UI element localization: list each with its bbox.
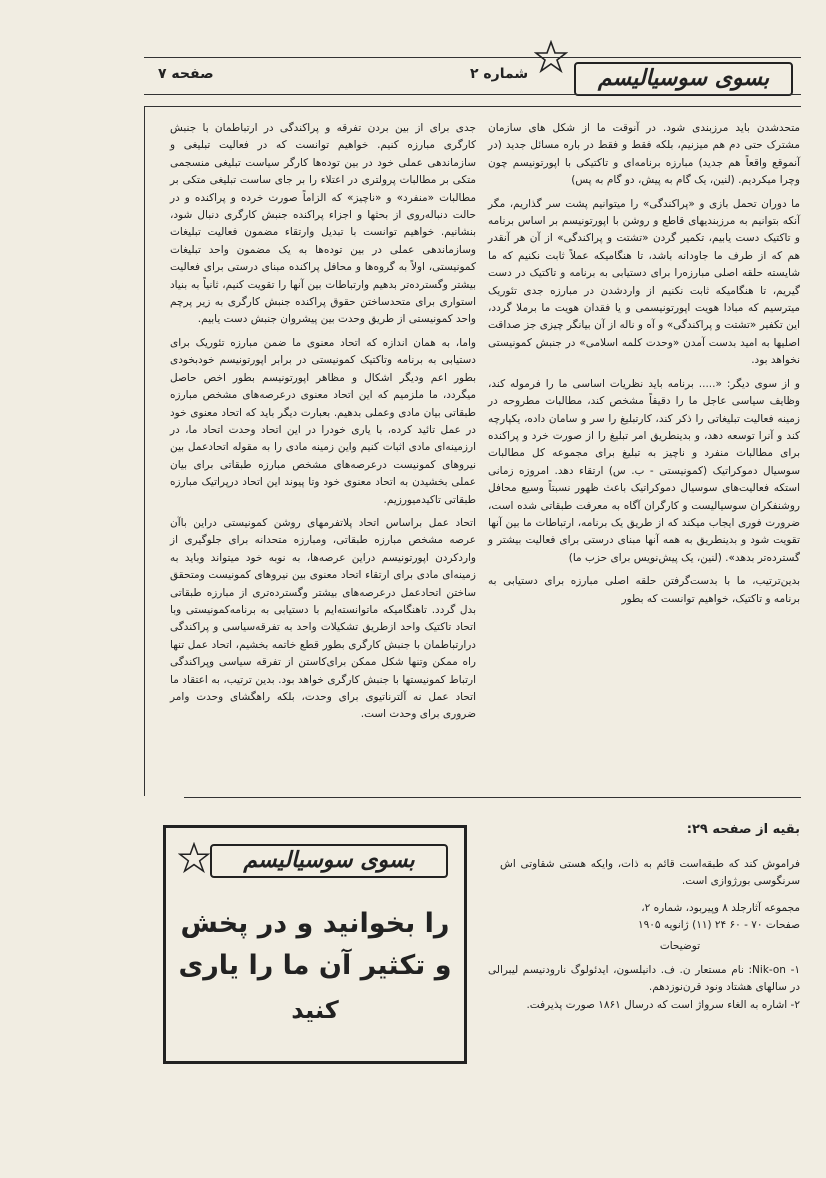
article-right-column	[488, 120, 800, 614]
frame-left-rule	[144, 106, 145, 796]
article-left-column	[170, 120, 476, 730]
continuation-heading: بقیه از صفحه ۲۹:	[686, 822, 800, 837]
issue-number: شماره ۲	[470, 66, 529, 82]
paragraph: متحدشدن باید مرزبندی شود. در آنوقت ما از شکل های سازمان مشترک حتی دم هم میزنیم، بلکه فقط و فقط در باره مسائل جدید (در آنموقع واقعاً هم جدید) مبارزه برنامه‌ای و تاکتیکی با اپورتونیسم چون وچرا میکردیم. (لنین، یک گام به پیش، دو گام به پس)	[488, 122, 800, 187]
note: ۱- Nik-on: نام مستعار ن. ف. دانیلسون، ایدئولوگ نارودنیسم لیبرالی در سالهای هشتاد ونود قرن‌نوزدهم.	[488, 964, 800, 994]
paragraph: بدین‌ترتیب، ما با بدست‌گرفتن حلقه اصلی مبارزه برای دستیابی به برنامه و تاکتیک، خواهیم توانست که بطور	[488, 575, 800, 605]
paragraph: واما، به همان اندازه که اتحاد معنوی ما ضمن مبارزه تئوریک برای دستیابی به برنامه وتاکتیک کمونیستی در برابر اپورتونیسم خودبخودی بطور اعم ودیگر اشکال و مظاهر اپورتونیسم بطور اخص حاصل میگردد، ما ملزمیم که این اتحاد معنوی درعرصه‌های مشخص مبارزه طبقاتی بیان مادی وعملی بدهیم. بعبارت دیگر باید که اتحاد معنوی خود در عمل تائید کرده، با یاری خودرا در این اتحاد وحدت اتحاد ما، در ارزمینه‌ای مادی اثبات کنیم واین زمینه مادی را به مقوله اتحادعمل بین نیروهای کمونیست درعرصه‌های مشخص مبارزه طبقاتی برای بیان عملی بخشیدن به اتحاد معنوی خود وتا پیوند این اتحاد درپراتیک مبارزه طبقاتی تاکیدمیورزیم.	[170, 336, 476, 506]
note: ۲- اشاره به الغاء سرواژ است که درسال ۱۸۶۱ صورت پذیرفت.	[526, 998, 800, 1011]
masthead-logo: بسوی سوسیالیسم	[574, 62, 793, 96]
advert-box	[163, 825, 467, 1064]
citation-line: مجموعه آثارجلد ۸ وپیربود، شماره ۲،	[641, 902, 800, 914]
citation-line: صفحات ۷۰ - ۶۰ ۲۴ (۱۱) ژانویه ۱۹۰۵	[637, 919, 800, 931]
advert-text-line: را بخوانید و در پخش	[180, 908, 450, 939]
continuation-body: فراموش کند که طبقه‌است قائم به ذات، وایکه هستی شقاوتی اش سرنگوسی بورژوازی است.	[500, 858, 800, 888]
citation	[560, 900, 800, 934]
advert-text-line: کنید	[291, 996, 339, 1024]
notes	[488, 962, 800, 1014]
section-divider	[184, 797, 801, 798]
page-number: صفحه ۷	[158, 66, 214, 82]
paragraph: ما دوران تحمل بازی و «پراکندگی» را میتوانیم پشت سر گذاریم، مگر آنکه بتوانیم به مرزبندیهای قاطع و روشن با اپورتونیسم بر اساس برنامه و تاکتیک دست یابیم، تکمیر گردن «تشتت و پراکندگی» از آن هر آنقدر هم که از طرف ما جاودانه باشد، تا هنگامیکه عملاً ثابت نکنیم که ما شایسته حلقه اصلی مبارزه‌را برای دستیابی به برنامه و تاکتیک در دست گیریم، تا هنگامیکه ثابت نکنیم از واردشدن در مبارزه جدی تئوریک میترسیم که مبادا هویت اپورتونیسمی و یا فقدان هویت ما برملا گردد، این تکفیر «تشتت و پراکندگی» و آه و ناله از آن بیانگر چیزی جز صداقت اصلیها به امید بدست آمدن «وحدت کلمه اسلامی» در جنبش کمونیستی نخواهد بود.	[488, 197, 800, 367]
star-icon	[178, 842, 210, 874]
star-icon	[534, 40, 568, 74]
notes-heading: توضیحات	[659, 940, 701, 952]
paragraph: جدی برای از بین بردن تفرقه و پراکندگی در ارتباطمان با جنبش کارگری مبارزه کنیم. خواهیم توانست که در فعالیت تبلیغی و سازماندهی عملی خود در بین توده‌ها کارگر سیاست تبلیغی منسجمی متکی بر مطالبات پرولتری در اعتلاء را بر جای ساست تبلیغی متکی بر مطالبات «منفرد» و «ناچیز» که الزاماً صورت خرده و پراکنده و در حالت دنباله‌روی از بحثها و اجزاء پراکنده جنبش کارگری دنبال شود، بنشانیم. خواهیم توانست با تبدیل وارتقاء مضمون فعالیت تبلیغات وسازماندهی عملی در بین توده‌ها به یک مضمون واحد تبلیغات کمونیستی، اولاً به گروه‌ها و محافل پراکنده مبنای درستی برای فعالیت بیشتر وگسترده‌تر بدهیم وارتباطات بین آنها را تقویت کنیم، ثانیاً به بنیاد استواری برای متحدساختن حقوق پراکنده جنبش کارگری به زیر پرچم واحد کمونیستی از طریق وحدت بین پیشروان جنبش دست یابیم.	[170, 122, 476, 326]
frame-top-rule	[144, 106, 801, 107]
header-bottom-rule	[144, 94, 801, 95]
paragraph: اتحاد عمل براساس اتحاد پلاتفرمهای روشن کمونیستی دراین باآن عرصه مشخص مبارزه طبقاتی، ومبارزه متحدانه برای جلوگیری از واردکردن اپورتونیسم دراین عرصه‌ها، به نوبه خود میتواند وباید به زمینه‌ای مادی برای ارتقاء اتحاد معنوی بین نیروهای کمونیست ومتحقق ساختن اتحادعمل درعرصه‌های بیشتر وگسترده‌تری از مبارزه طبقاتی بدل گردد. تاهنگامیکه ماتوانسته‌ایم با دستیابی به برنامه‌کمونیستی وبا اتحاد تاکتیک واحد ازطریق تشکیلات واحد به تفرقه‌سیاسی و پراکندگی درارتباطمان با جنبش کارگری بطور قطع خاتمه بخشیم، اتحاد عمل تنها راه ممکن وتنها شکل ممکن برای‌کاستن از تفرقه سیاسی وپراکندگی ارتباط کمونیستها با جنبش کارگری خواهد بود. بدین ترتیب، به اعتقاد ما اتحاد عمل نه آلترناتیوی برای وحدت، بلکه راهگشای وحدت وامر ضروری برای وحدت است.	[170, 516, 476, 721]
advert-masthead: بسوی سوسیالیسم	[210, 844, 448, 878]
header-top-rule	[144, 57, 801, 58]
paragraph: و از سوی دیگر: «..... برنامه باید نظریات اساسی ما را فرموله کند، وظایف سیاسی عاجل ما را دقیقاً مشخص کند، مطالبات مطروحه در زمینه فعالیت تبلیغاتی را ذکر کند، کارتبلیغ را سر و سامان داده، یکپارچه کند و آنرا توسعه دهد، و بدینطریق امر تبلیغ را از صورت خرد و پراکنده برای مطالبات منفرد و ناچیز به تبلیغ برای مجموعه کل مطالبات سوسیال دموکراتیک (کمونیستی - ب. س) ارتقاء دهد. امروزه زمانی استکه فعالیت‌های سوسیال دموکراتیک باعث ظهور نسبتاً وسیع محافل روشنفکران سوسیالیست و کارگران آگاه به معرفت طبقاتی شده است، ضرورت فوری ایجاب میکند که از طریق یک برنامه، ارتباطات ما بین آنها تقویت شود و بدینطریق به همه آنها مبنای درستی برای فعالیت بیشتر و گسترده‌تر بدهد». (لنین، یک پیش‌نویس برای حزب ما)	[488, 377, 800, 564]
advert-text-line: و تکثیر آن ما را یاری	[178, 950, 452, 981]
